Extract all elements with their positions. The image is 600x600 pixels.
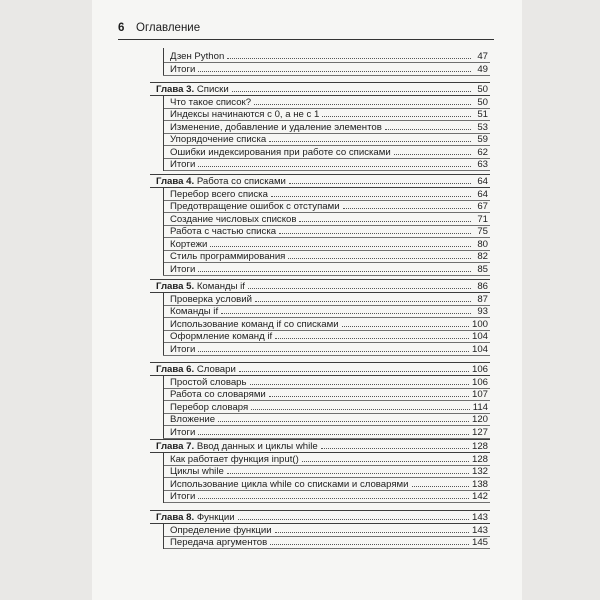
dot-leader (251, 401, 469, 410)
header-rule (118, 39, 494, 40)
entry-label: Работа со словарями (170, 389, 266, 401)
toc-entry (170, 158, 488, 171)
entry-label: Команды if (170, 306, 219, 318)
page-ref: 49 (477, 63, 488, 75)
chapter-label (156, 280, 245, 293)
block-left-rule (163, 293, 164, 356)
entry-label: Дзен Python (170, 51, 225, 62)
entry-label: Циклы while (170, 466, 224, 478)
page-ref: 50 (477, 96, 488, 108)
page-ref: 142 (471, 491, 488, 503)
entry-label: Простой словарь (170, 376, 247, 388)
dot-leader (248, 280, 471, 289)
page-ref: 87 (477, 293, 488, 305)
entry-label: Создание числовых списков (170, 213, 297, 225)
toc-entry (170, 388, 488, 401)
entry-label: Использование команд if со списками (170, 318, 339, 330)
toc-entry (170, 343, 488, 356)
toc-entry (170, 108, 488, 121)
entry-rule (163, 170, 490, 171)
page-ref: 59 (477, 134, 488, 146)
chapter-label (156, 511, 235, 524)
entry-label: Определение функции (170, 524, 272, 536)
page-ref: 50 (477, 84, 488, 95)
dot-leader (279, 225, 471, 234)
toc-entry (170, 426, 488, 439)
chapter-prefix: Глава 5. (156, 281, 195, 292)
dot-leader (239, 363, 469, 372)
toc-entry (170, 401, 488, 414)
dot-leader (269, 133, 471, 142)
dot-leader (289, 175, 471, 184)
page-ref: 85 (477, 263, 488, 275)
chapter-label (156, 440, 318, 453)
page-ref: 80 (477, 238, 488, 250)
dot-leader (227, 50, 471, 59)
entry-label: Итоги (170, 63, 196, 75)
dot-leader (270, 536, 469, 545)
chapter-label (156, 175, 286, 188)
entry-rule (163, 75, 490, 76)
dot-leader (271, 188, 471, 197)
page-ref: 64 (477, 176, 488, 187)
dot-leader (342, 318, 469, 327)
toc-entry (170, 330, 488, 343)
block-left-rule (163, 376, 164, 439)
page-ref: 93 (477, 306, 488, 318)
dot-leader (198, 158, 471, 167)
page-ref: 67 (477, 201, 488, 213)
dot-leader (198, 426, 469, 435)
dot-leader (198, 343, 469, 352)
page-ref: 128 (471, 453, 488, 465)
entry-label: Изменение, добавление и удаление элементов (170, 121, 382, 133)
toc-entry (170, 121, 488, 134)
chapter-prefix: Глава 3. (156, 84, 195, 95)
page-ref: 63 (477, 159, 488, 171)
entry-label: Проверка условий (170, 293, 252, 305)
dot-leader (218, 413, 469, 422)
page-ref: 75 (477, 226, 488, 238)
entry-rule (163, 275, 490, 276)
entry-label: Итоги (170, 491, 196, 503)
toc-entry (170, 413, 488, 426)
page-ref: 145 (471, 537, 488, 549)
dot-leader (385, 121, 471, 130)
page-ref: 62 (477, 146, 488, 158)
block-left-rule (163, 96, 164, 171)
entry-label: Стиль программирования (170, 251, 286, 263)
dot-leader (343, 200, 471, 209)
toc-chapter (156, 83, 488, 96)
dot-leader (275, 524, 469, 533)
entry-rule (163, 502, 490, 503)
entry-label: Перебор словаря (170, 401, 249, 413)
page-ref: 114 (472, 401, 488, 413)
entry-rule (163, 548, 490, 549)
entry-rule (163, 355, 490, 356)
toc-entry (170, 536, 488, 549)
toc-entry (170, 238, 488, 251)
dot-leader (227, 465, 469, 474)
page-ref: 53 (477, 121, 488, 133)
entry-label: Индексы начинаются с 0, а не с 1 (170, 109, 320, 121)
page-ref: 128 (471, 441, 488, 452)
page-ref: 143 (471, 512, 488, 523)
toc-entry (170, 490, 488, 503)
page-ref: 120 (471, 414, 488, 426)
page-ref: 64 (477, 188, 488, 200)
dot-leader (299, 213, 471, 222)
dot-leader (412, 478, 469, 487)
toc-chapter (156, 440, 488, 453)
dot-leader (269, 388, 469, 397)
dot-leader (321, 440, 469, 449)
dot-leader (198, 263, 471, 272)
entry-label: Итоги (170, 426, 196, 438)
entry-label: Итоги (170, 159, 196, 171)
toc-entry (170, 263, 488, 276)
chapter-title: Работа со списками (196, 176, 286, 187)
page-ref: 106 (471, 364, 488, 375)
dot-leader (275, 330, 469, 339)
chapter-prefix: Глава 4. (156, 176, 195, 187)
toc-entry (170, 188, 488, 201)
page-ref: 138 (471, 478, 488, 490)
toc-entry (170, 213, 488, 226)
entry-label: Предотвращение ошибок с отступами (170, 201, 340, 213)
page-ref: 82 (477, 251, 488, 263)
dot-leader (254, 96, 471, 105)
toc-entry (170, 305, 488, 318)
chapter-label (156, 83, 229, 96)
chapter-title: Словари (196, 364, 236, 375)
toc-entry (170, 225, 488, 238)
block-left-rule (163, 48, 164, 75)
entry-label: Передача аргументов (170, 537, 268, 549)
block-left-rule (163, 188, 164, 276)
page-ref: 100 (471, 318, 488, 330)
toc-entry (170, 250, 488, 263)
block-left-rule (163, 524, 164, 549)
dot-leader (394, 146, 471, 155)
toc-entry (170, 200, 488, 213)
chapter-prefix: Глава 8. (156, 512, 195, 523)
dot-leader (198, 490, 469, 499)
dot-leader (198, 63, 471, 72)
entry-label: Оформление команд if (170, 331, 273, 343)
dot-leader (322, 108, 471, 117)
dot-leader (232, 83, 471, 92)
toc-entry (170, 524, 488, 537)
page-ref: 143 (471, 524, 488, 536)
page-ref: 132 (471, 466, 488, 478)
chapter-prefix: Глава 7. (156, 441, 195, 452)
dot-leader (238, 511, 469, 520)
page-ref: 104 (471, 331, 488, 343)
toc-entry (170, 133, 488, 146)
entry-label: Что такое список? (170, 96, 252, 108)
page-header (118, 22, 494, 38)
chapter-title: Ввод данных и циклы while (196, 441, 318, 452)
entry-label: Упорядочение списка (170, 134, 267, 146)
toc-entry (170, 293, 488, 306)
page-ref: 51 (477, 109, 488, 121)
entry-label: Итоги (170, 343, 196, 355)
entry-label: Итоги (170, 263, 196, 275)
entry-label: Работа с частью списка (170, 226, 277, 238)
toc-chapter (156, 363, 488, 376)
toc-chapter (156, 511, 488, 524)
entry-label: Как работает функция input() (170, 453, 299, 465)
entry-label: Перебор всего списка (170, 188, 268, 200)
toc-entry (170, 453, 488, 466)
dot-leader (221, 305, 471, 314)
dot-leader (210, 238, 471, 247)
page-ref: 127 (471, 426, 488, 438)
entry-label: Использование цикла while со списками и словарями (170, 478, 409, 490)
entry-label: Ошибки индексирования при работе со списками (170, 146, 391, 158)
toc-entry (170, 478, 488, 491)
page-ref: 47 (477, 51, 488, 62)
page-ref: 107 (471, 389, 488, 401)
page-ref: 106 (471, 376, 488, 388)
entry-label: Вложение (170, 414, 216, 426)
toc-entry (170, 63, 488, 76)
toc-chapter (156, 175, 488, 188)
block-left-rule (163, 453, 164, 503)
toc-entry (170, 465, 488, 478)
toc-entry (170, 146, 488, 159)
chapter-label (156, 363, 236, 376)
dot-leader (288, 250, 471, 259)
toc-entry (170, 318, 488, 331)
chapter-title: Функции (196, 512, 235, 523)
chapter-prefix: Глава 6. (156, 364, 195, 375)
running-title: Оглавление (136, 22, 201, 34)
page-number: 6 (118, 22, 125, 34)
page-ref: 86 (477, 281, 488, 292)
dot-leader (255, 293, 471, 302)
toc-entry (170, 96, 488, 109)
page-ref: 71 (477, 213, 488, 225)
chapter-title: Команды if (196, 281, 245, 292)
toc-entry (170, 376, 488, 389)
page-ref: 104 (471, 343, 488, 355)
dot-leader (250, 376, 469, 385)
dot-leader (302, 453, 469, 462)
chapter-title: Списки (196, 84, 229, 95)
toc-entry (170, 50, 488, 63)
entry-label: Кортежи (170, 238, 208, 250)
toc-chapter (156, 280, 488, 293)
